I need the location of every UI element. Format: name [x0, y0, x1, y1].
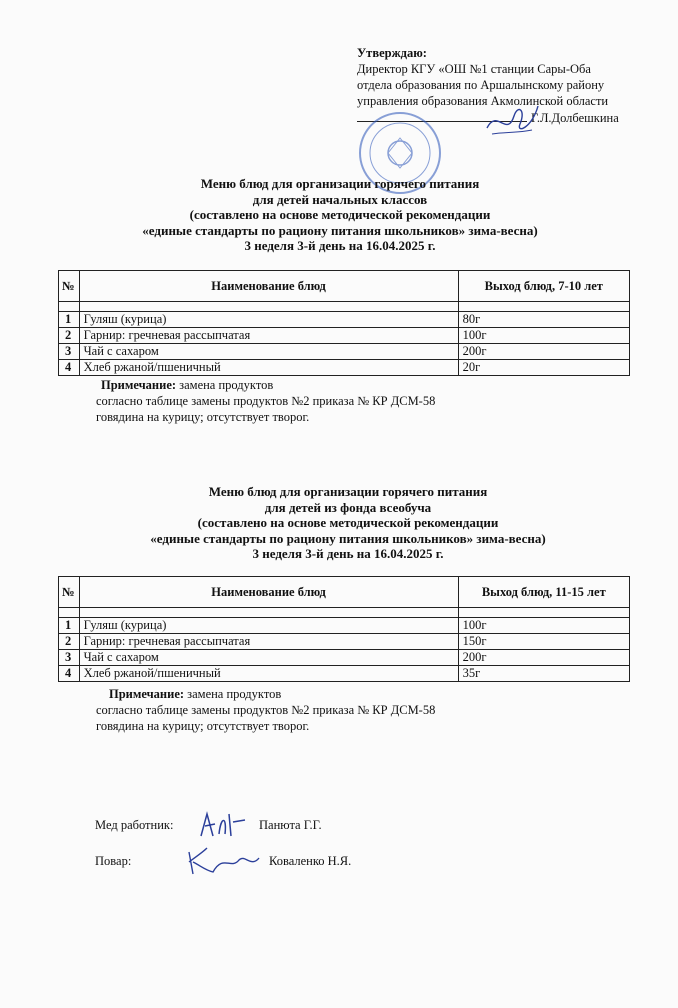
approval-line-2: отдела образования по Аршалынскому району — [357, 78, 605, 92]
approval-line-1: Директор КГУ «ОШ №1 станции Сары-Оба — [357, 62, 591, 76]
row-output: 100г — [458, 328, 629, 344]
menu1-title — [120, 176, 560, 254]
row-name: Хлеб ржаной/пшеничный — [79, 360, 458, 376]
menu1-title-line: 3 неделя 3-й день на 16.04.2025 г. — [244, 238, 436, 253]
note-line: говядина на курицу; отсутствует творог. — [96, 410, 310, 424]
cook-name: Коваленко Н.Я. — [269, 853, 352, 868]
menu2-title — [128, 484, 568, 562]
menu1-title-line: «единые стандарты по рациону питания школьников» зима-весна) — [142, 222, 538, 238]
table-row — [59, 618, 630, 634]
row-output: 200г — [458, 344, 629, 360]
table-row — [59, 650, 630, 666]
menu1-table — [58, 270, 630, 376]
row-num: 1 — [59, 312, 80, 328]
row-num: 2 — [59, 328, 80, 344]
note-line: говядина на курицу; отсутствует творог. — [96, 719, 310, 733]
row-output: 20г — [458, 360, 629, 376]
row-name: Хлеб ржаной/пшеничный — [79, 666, 458, 682]
medic-role: Мед работник: — [95, 817, 174, 832]
row-output: 100г — [458, 618, 629, 634]
menu1-title-line: (составлено на основе методической рекомендации — [189, 207, 491, 222]
menu2-title-line: для детей из фонда всеобуча — [264, 499, 432, 515]
row-num: 2 — [59, 634, 80, 650]
note-line: согласно таблице замены продуктов №2 приказа № КР ДСМ-58 — [96, 703, 436, 717]
row-num: 3 — [59, 344, 80, 360]
row-name: Гарнир: гречневая рассыпчатая — [79, 328, 458, 344]
approval-heading: Утверждаю: — [357, 46, 427, 60]
menu2-note — [96, 686, 576, 734]
menu2-title-line: «единые стандарты по рациону питания школьников» зима-весна) — [150, 530, 546, 546]
medic-signature-row — [95, 806, 322, 844]
table-row — [59, 634, 630, 650]
menu2-title-line: (составлено на основе методической рекомендации — [197, 515, 499, 530]
table-spacer-row — [59, 302, 630, 312]
header-name: Наименование блюд — [79, 577, 458, 608]
menu2-title-line: Меню блюд для организации горячего питания — [208, 484, 488, 499]
row-output: 80г — [458, 312, 629, 328]
header-num: № — [59, 271, 80, 302]
row-num: 1 — [59, 618, 80, 634]
row-output: 35г — [458, 666, 629, 682]
medic-name: Панюта Г.Г. — [259, 817, 322, 832]
row-num: 4 — [59, 360, 80, 376]
row-name: Гуляш (курица) — [79, 312, 458, 328]
note-text: замена продуктов — [176, 378, 274, 392]
note-label: Примечание: — [101, 378, 177, 392]
row-num: 4 — [59, 666, 80, 682]
table-row — [59, 666, 630, 682]
header-name: Наименование блюд — [79, 271, 458, 302]
menu1-note — [96, 377, 576, 425]
row-name: Чай с сахаром — [79, 650, 458, 666]
row-name: Гарнир: гречневая рассыпчатая — [79, 634, 458, 650]
table-row — [59, 360, 630, 376]
approval-signer: Г.Л.Долбешкина — [531, 111, 619, 125]
menu2-table — [58, 576, 630, 682]
table-header-row — [59, 577, 630, 608]
note-label: Примечание: — [109, 687, 185, 701]
cook-signature-row — [95, 842, 351, 880]
director-signature-icon — [482, 98, 542, 140]
approval-line-3: управления образования Акмолинской области — [357, 94, 609, 108]
header-output: Выход блюд, 7-10 лет — [458, 271, 629, 302]
row-output: 200г — [458, 650, 629, 666]
table-row — [59, 328, 630, 344]
header-num: № — [59, 577, 80, 608]
medic-signature-icon — [193, 806, 253, 844]
note-text: замена продуктов — [184, 687, 282, 701]
table-row — [59, 344, 630, 360]
table-row — [59, 312, 630, 328]
row-num: 3 — [59, 650, 80, 666]
row-name: Гуляш (курица) — [79, 618, 458, 634]
menu2-title-line: 3 неделя 3-й день на 16.04.2025 г. — [252, 546, 444, 561]
row-name: Чай с сахаром — [79, 344, 458, 360]
table-spacer-row — [59, 608, 630, 618]
menu1-title-line: Меню блюд для организации горячего питания — [200, 176, 480, 191]
menu1-title-line: для детей начальных классов — [252, 191, 428, 207]
cook-role: Повар: — [95, 853, 132, 868]
header-output: Выход блюд, 11-15 лет — [458, 577, 629, 608]
cook-signature-icon — [183, 842, 263, 880]
row-output: 150г — [458, 634, 629, 650]
note-line: согласно таблице замены продуктов №2 приказа № КР ДСМ-58 — [96, 394, 436, 408]
table-header-row — [59, 271, 630, 302]
